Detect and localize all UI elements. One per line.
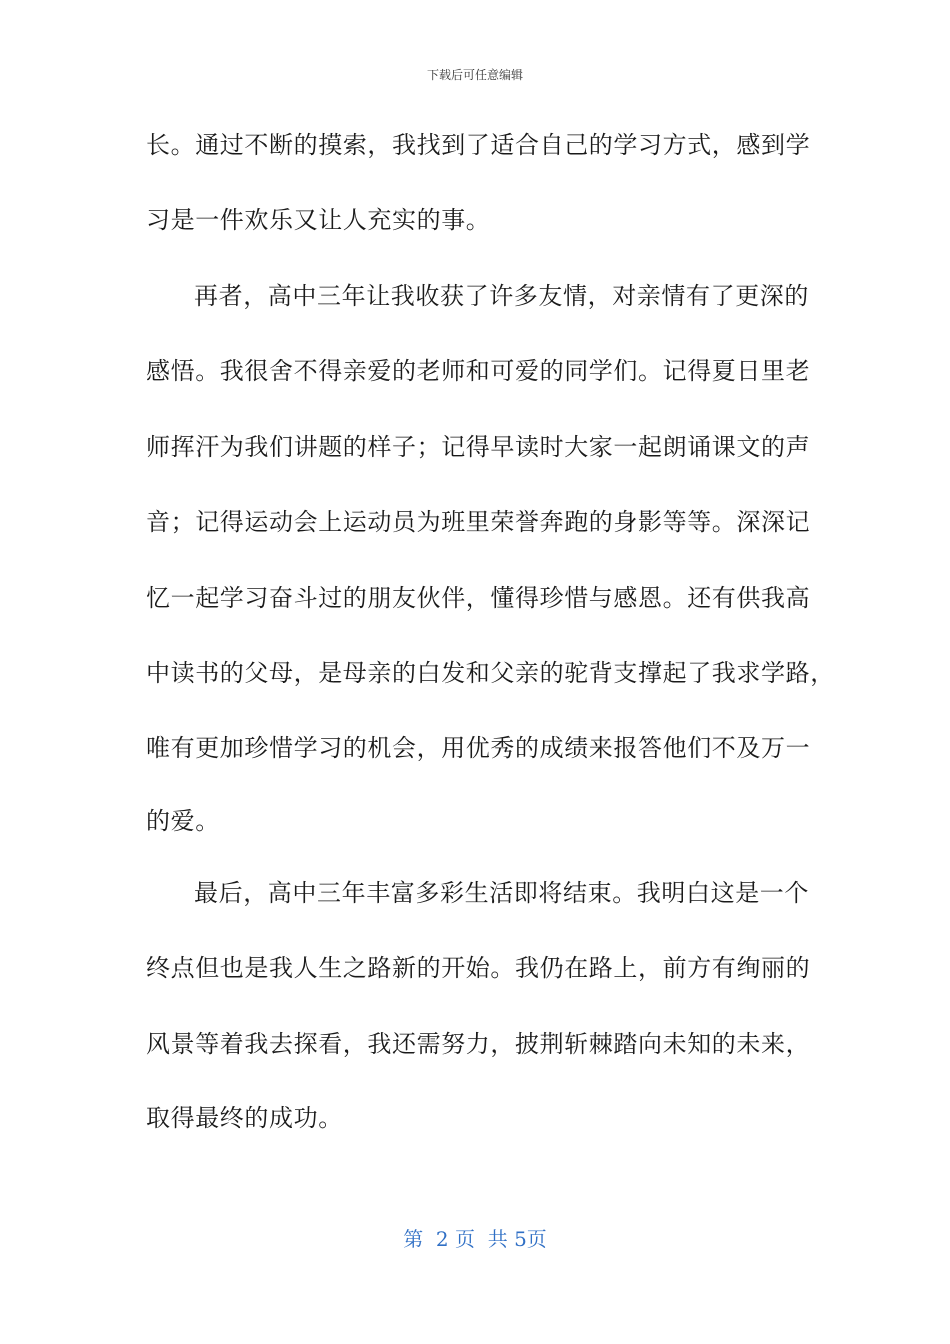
paragraph-start-line: 最后，高中三年丰富多彩生活即将结束。我明白这是一个 [194,879,809,907]
body-line: 唯有更加珍惜学习的机会，用优秀的成绩来报答他们不及万一 [146,734,811,762]
body-line: 音；记得运动会上运动员为班里荣誉奔跑的身影等等。深深记 [146,508,811,536]
body-line: 终点但也是我人生之路新的开始。我仍在路上，前方有绚丽的 [146,954,811,982]
paragraph-start-line: 再者，高中三年让我收获了许多友情，对亲情有了更深的 [194,282,809,310]
body-line: 风景等着我去探看，我还需努力，披荆斩棘踏向未知的未来， [146,1030,811,1058]
body-line: 中读书的父母，是母亲的白发和父亲的驼背支撑起了我求学路， [146,659,835,687]
body-line: 师挥汗为我们讲题的样子；记得早读时大家一起朗诵课文的声 [146,433,811,461]
body-line: 长。通过不断的摸索，我找到了适合自己的学习方式，感到学 [146,131,811,159]
body-line: 的爱。 [146,807,220,835]
body-line: 取得最终的成功。 [146,1104,343,1132]
page-header: 下载后可任意编辑 [426,68,523,82]
page-number-footer: 第 2 页 共 5页 [403,1227,547,1251]
body-line: 习是一件欢乐又让人充实的事。 [146,206,491,234]
body-line: 忆一起学习奋斗过的朋友伙伴，懂得珍惜与感恩。还有供我高 [146,584,811,612]
body-line: 感悟。我很舍不得亲爱的老师和可爱的同学们。记得夏日里老 [146,357,811,385]
